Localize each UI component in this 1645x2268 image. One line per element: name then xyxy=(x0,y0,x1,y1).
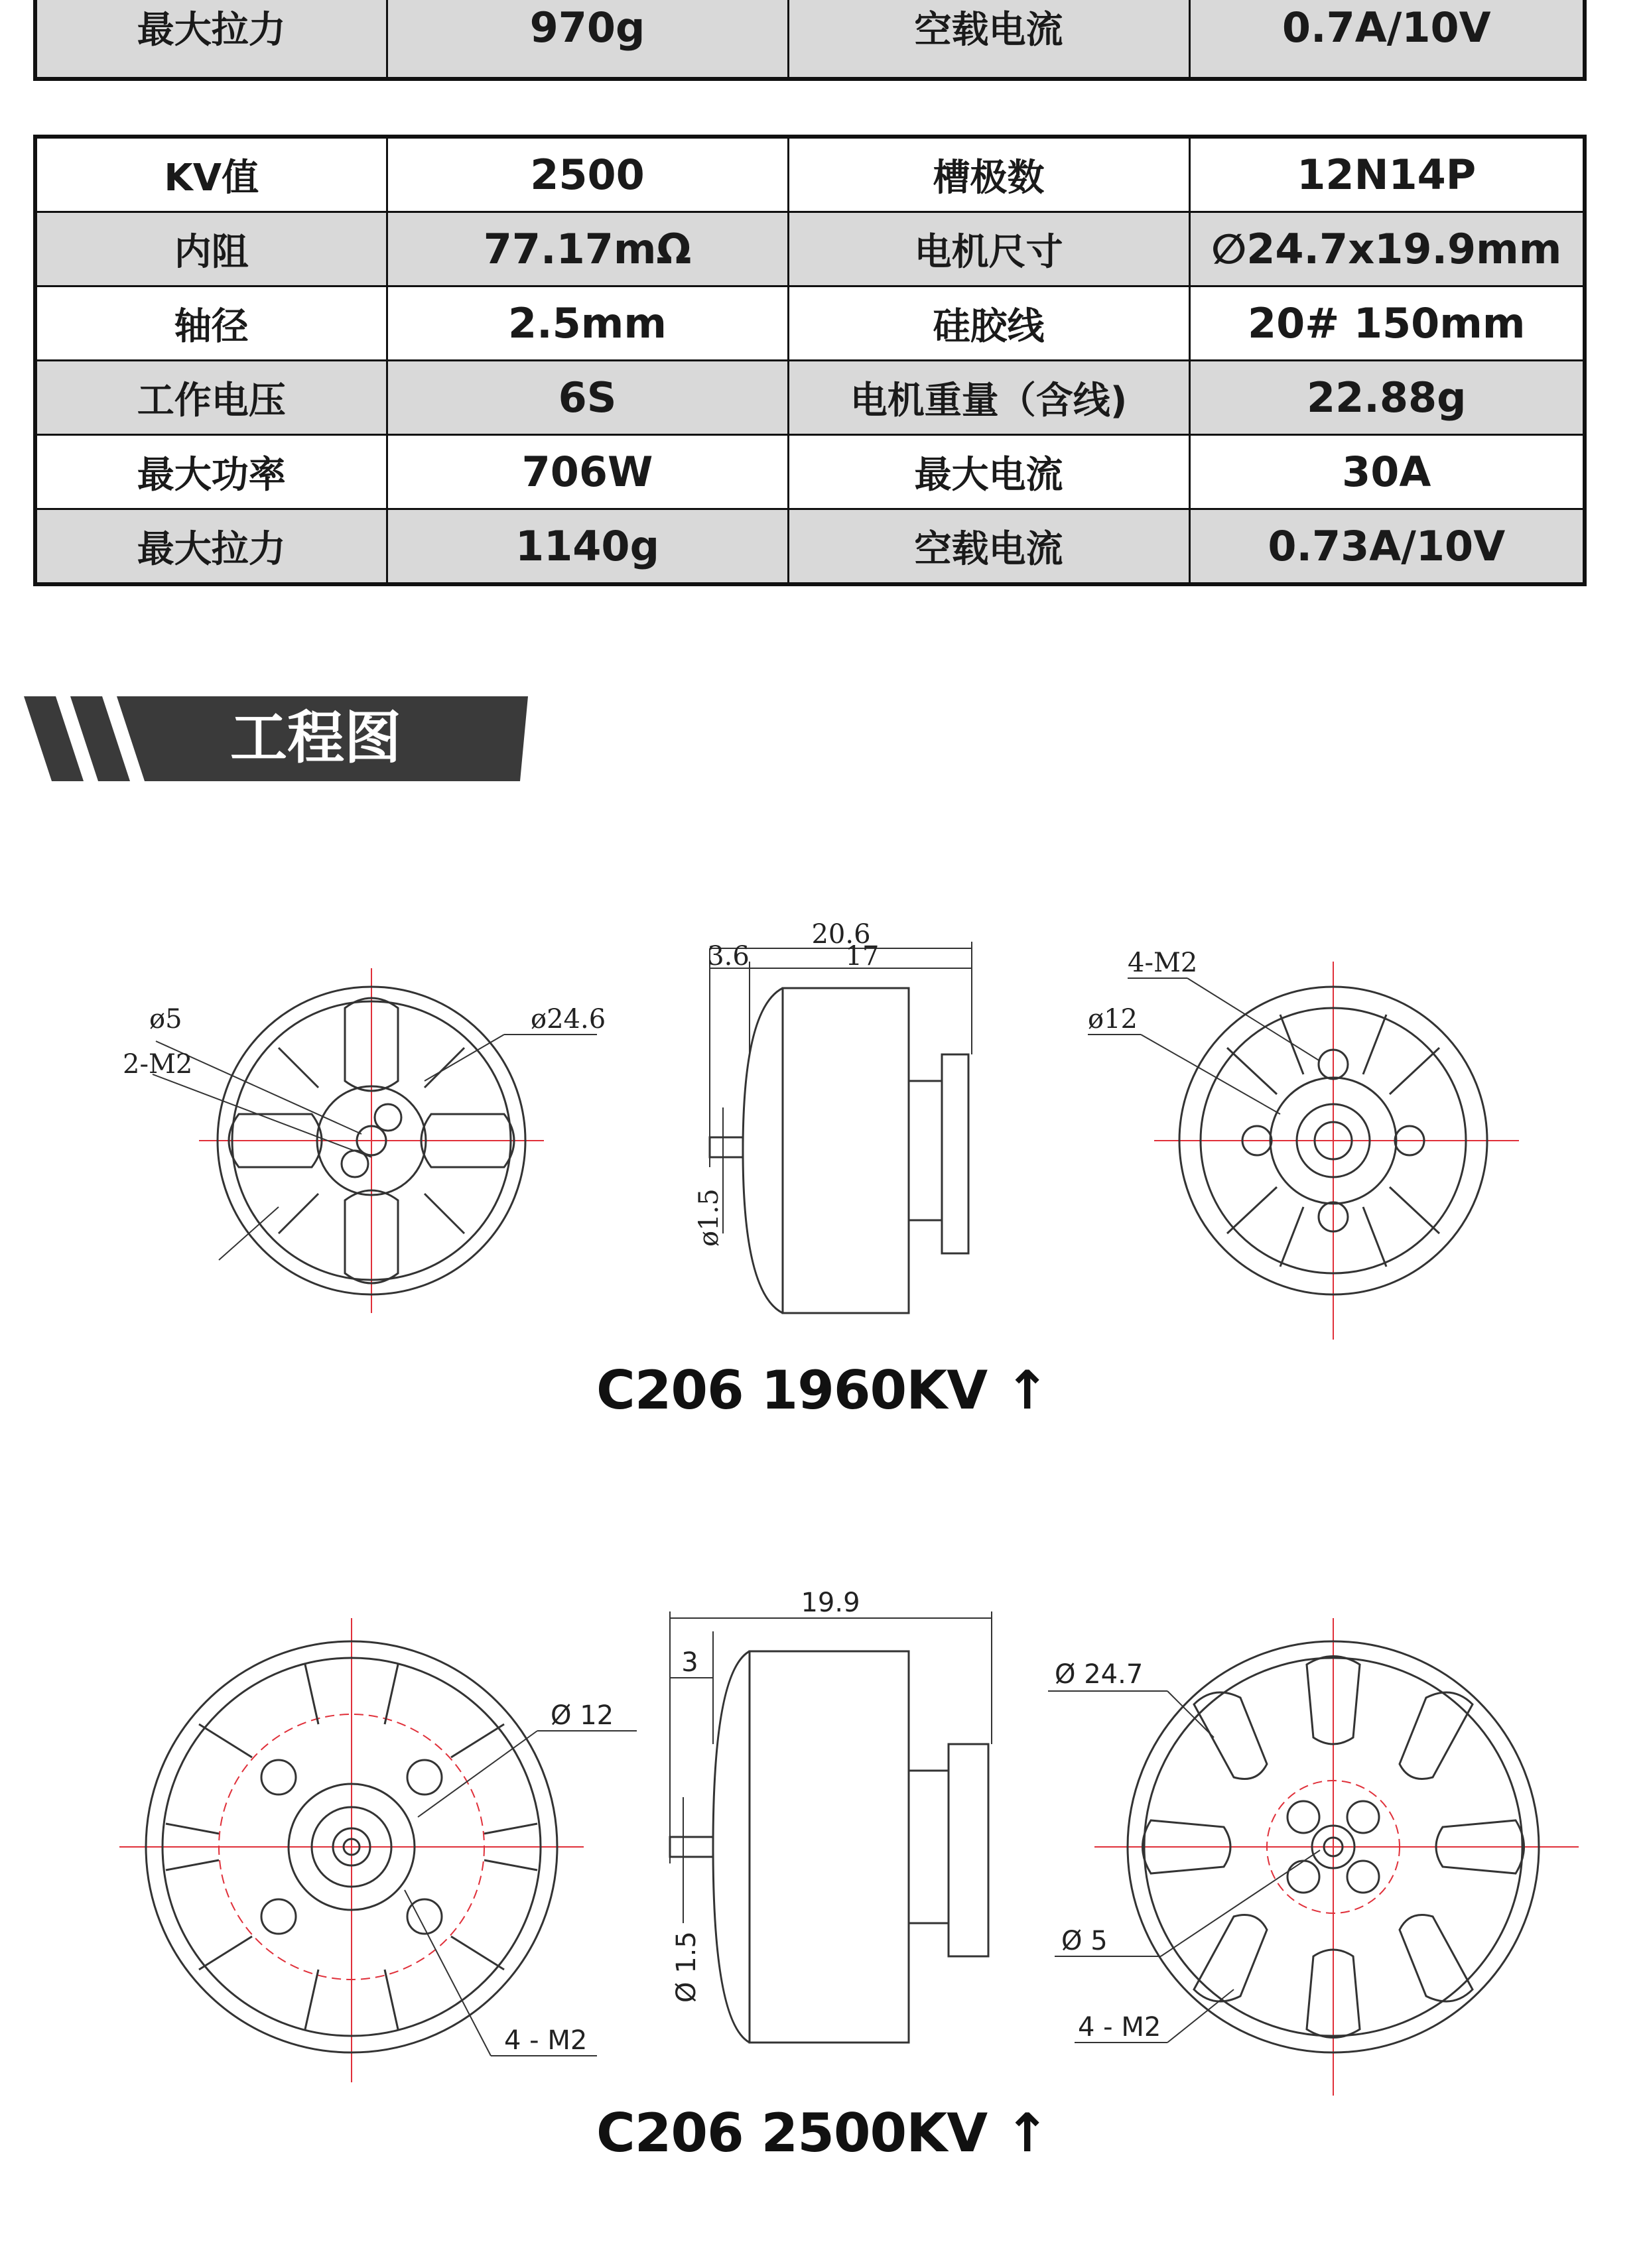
spec-label: 轴径 xyxy=(35,286,387,361)
back-view-motor xyxy=(1048,1618,1579,2096)
spec-table-previous xyxy=(33,0,1587,81)
spec-label: 空载电流 xyxy=(788,0,1189,79)
spec-table-2500kv xyxy=(33,135,1587,586)
spec-value: 0.73A/10V xyxy=(1189,509,1585,585)
dim-hole-diameter: Ø 5 xyxy=(1061,1926,1108,1956)
dim-shaft: ø1.5 xyxy=(694,1188,724,1247)
dim-hole-count: 4-M2 xyxy=(1128,948,1198,978)
spec-value: 77.17mΩ xyxy=(387,212,788,286)
back-view-motor xyxy=(1088,948,1519,1340)
table-row xyxy=(35,361,1585,435)
front-view-motor xyxy=(119,1618,637,2082)
dim-part-b: 17 xyxy=(845,941,880,972)
engineering-drawing-2500kv xyxy=(0,1578,1645,2109)
spec-label: 最大拉力 xyxy=(35,0,387,79)
table-row xyxy=(35,137,1585,212)
dim-center-diameter: ø12 xyxy=(1088,1004,1138,1035)
spec-label: 电机重量（含线) xyxy=(788,361,1189,435)
model-caption-2500kv: C206 2500KV ↑ xyxy=(596,2102,1049,2164)
spec-value: 20# 150mm xyxy=(1189,286,1585,361)
front-view-motor xyxy=(123,968,606,1313)
dim-outer-diameter: Ø 24.7 xyxy=(1055,1659,1144,1690)
spec-value: 970g xyxy=(387,0,788,79)
spec-value: 12N14P xyxy=(1189,137,1585,212)
table-row xyxy=(35,286,1585,361)
spec-value: 2.5mm xyxy=(387,286,788,361)
spec-value: 30A xyxy=(1189,435,1585,509)
dim-part-a: 3 xyxy=(681,1647,698,1678)
spec-label: 最大拉力 xyxy=(35,509,387,585)
model-caption-1960kv: C206 1960KV ↑ xyxy=(596,1359,1049,1421)
dim-total-length: 19.9 xyxy=(801,1588,860,1618)
dim-shaft: Ø 1.5 xyxy=(671,1931,702,2003)
spec-value: 706W xyxy=(387,435,788,509)
dim-hole-diameter: ø5 xyxy=(149,1004,182,1035)
side-view-motor xyxy=(694,919,972,1313)
spec-label: 最大功率 xyxy=(35,435,387,509)
dim-hole-count: 2-M2 xyxy=(123,1049,193,1080)
spec-value: 2500 xyxy=(387,137,788,212)
engineering-drawing-1960kv xyxy=(0,862,1645,1340)
dim-part-a: 3.6 xyxy=(707,941,750,972)
side-view-motor xyxy=(670,1588,992,2043)
spec-label: 内阻 xyxy=(35,212,387,286)
dim-hole-count: 4 - M2 xyxy=(1078,2012,1161,2043)
spec-label: 硅胶线 xyxy=(788,286,1189,361)
spec-value: ∅24.7x19.9mm xyxy=(1189,212,1585,286)
spec-label: 槽极数 xyxy=(788,137,1189,212)
spec-value: 0.7A/10V xyxy=(1189,0,1585,79)
table-row xyxy=(35,509,1585,585)
table-row xyxy=(35,0,1585,79)
spec-label: KV值 xyxy=(35,137,387,212)
spec-label: 电机尺寸 xyxy=(788,212,1189,286)
table-row xyxy=(35,435,1585,509)
spec-label: 最大电流 xyxy=(788,435,1189,509)
spec-value: 1140g xyxy=(387,509,788,585)
table-row xyxy=(35,212,1585,286)
spec-value: 6S xyxy=(387,361,788,435)
dim-total-length: 20.6 xyxy=(811,919,871,950)
dim-center-diameter: Ø 12 xyxy=(551,1700,614,1731)
spec-label: 空载电流 xyxy=(788,509,1189,585)
dim-hole-count: 4 - M2 xyxy=(504,2025,588,2056)
dim-outer-diameter: ø24.6 xyxy=(531,1004,606,1035)
section-header xyxy=(24,696,528,781)
spec-value: 22.88g xyxy=(1189,361,1585,435)
spec-label: 工作电压 xyxy=(35,361,387,435)
section-title: 工程图 xyxy=(230,705,401,771)
